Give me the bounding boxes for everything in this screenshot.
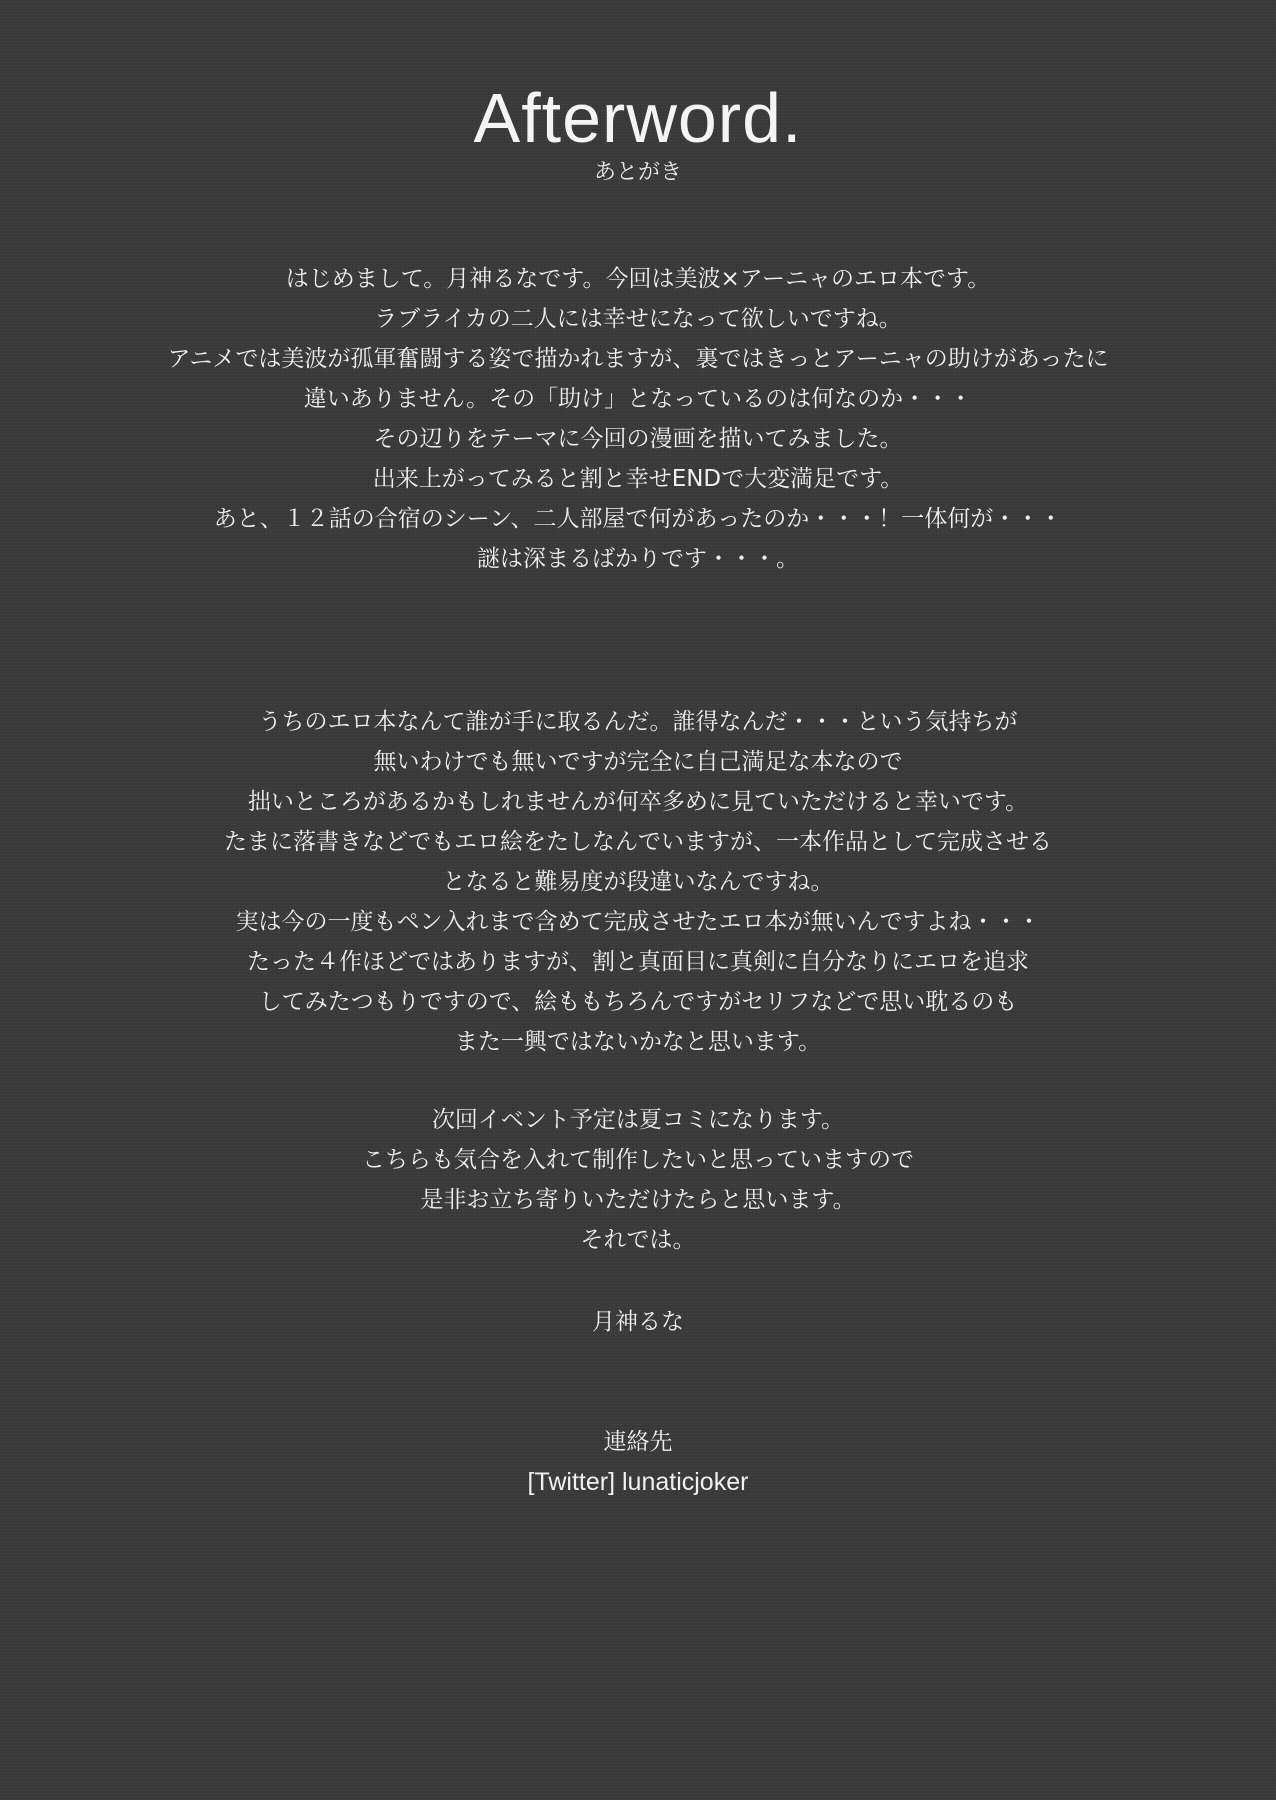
text-line: 違いありません。その「助け」となっているのは何なのか・・・ — [303, 386, 973, 412]
page-subtitle: あとがき — [593, 160, 682, 185]
author-signature — [0, 1302, 1276, 1342]
text-line: 無いわけでも無いですが完全に自己満足な本なので — [373, 749, 903, 775]
text-line: その辺りをテーマに今回の漫画を描いてみました。 — [373, 426, 903, 452]
text-line: うちのエロ本なんて誰が手に取るんだ。誰得なんだ・・・という気持ちが — [258, 709, 1018, 735]
text-line: 是非お立ち寄りいただけたらと思います。 — [420, 1187, 856, 1213]
text-line: 出来上がってみると割と幸せENDで大変満足です。 — [372, 466, 904, 492]
text-line: アニメでは美波が孤軍奮闘する姿で描かれますが、裏ではきっとアーニャの助けがあったに — [167, 346, 1109, 372]
contact-section — [0, 1422, 1276, 1502]
text-line: あと、１２話の合宿のシーン、二人部屋で何があったのか・・・！一体何が・・・ — [213, 506, 1063, 532]
page-title: Afterword. — [473, 79, 803, 157]
text-line: となると難易度が段違いなんですね。 — [442, 869, 834, 895]
twitter-handle: [Twitter] lunaticjoker — [527, 1468, 749, 1496]
text-line: それでは。 — [580, 1227, 696, 1253]
body-paragraph — [0, 702, 1276, 1062]
text-line: 次回イベント予定は夏コミになります。 — [431, 1107, 845, 1133]
text-line: こちらも気合を入れて制作したいと思っていますので — [362, 1147, 914, 1173]
intro-paragraph — [0, 259, 1276, 579]
text-line: 実は今の一度もペン入れまで含めて完成させたエロ本が無いんですよね・・・ — [235, 909, 1041, 935]
text-line: たまに落書きなどでもエロ絵をたしなんでいますが、一本作品として完成させる — [224, 829, 1052, 855]
text-line: してみたつもりですので、絵ももちろんですがセリフなどで思い耽るのも — [258, 989, 1018, 1015]
text-line: はじめまして。月神るなです。今回は美波×アーニャのエロ本です。 — [285, 266, 991, 292]
author-name: 月神るな — [592, 1309, 684, 1335]
text-line: また一興ではないかなと思います。 — [454, 1029, 822, 1055]
contact-label: 連絡先 — [603, 1429, 673, 1455]
text-line: 拙いところがあるかもしれませんが何卒多めに見ていただけると幸いです。 — [247, 789, 1029, 815]
text-line: 謎は深まるばかりです・・・。 — [477, 546, 799, 572]
text-line: ラブライカの二人には幸せになって欲しいですね。 — [374, 306, 902, 332]
closing-paragraph — [0, 1100, 1276, 1260]
text-line: たった４作ほどではありますが、割と真面目に真剣に自分なりにエロを追求 — [247, 949, 1029, 975]
